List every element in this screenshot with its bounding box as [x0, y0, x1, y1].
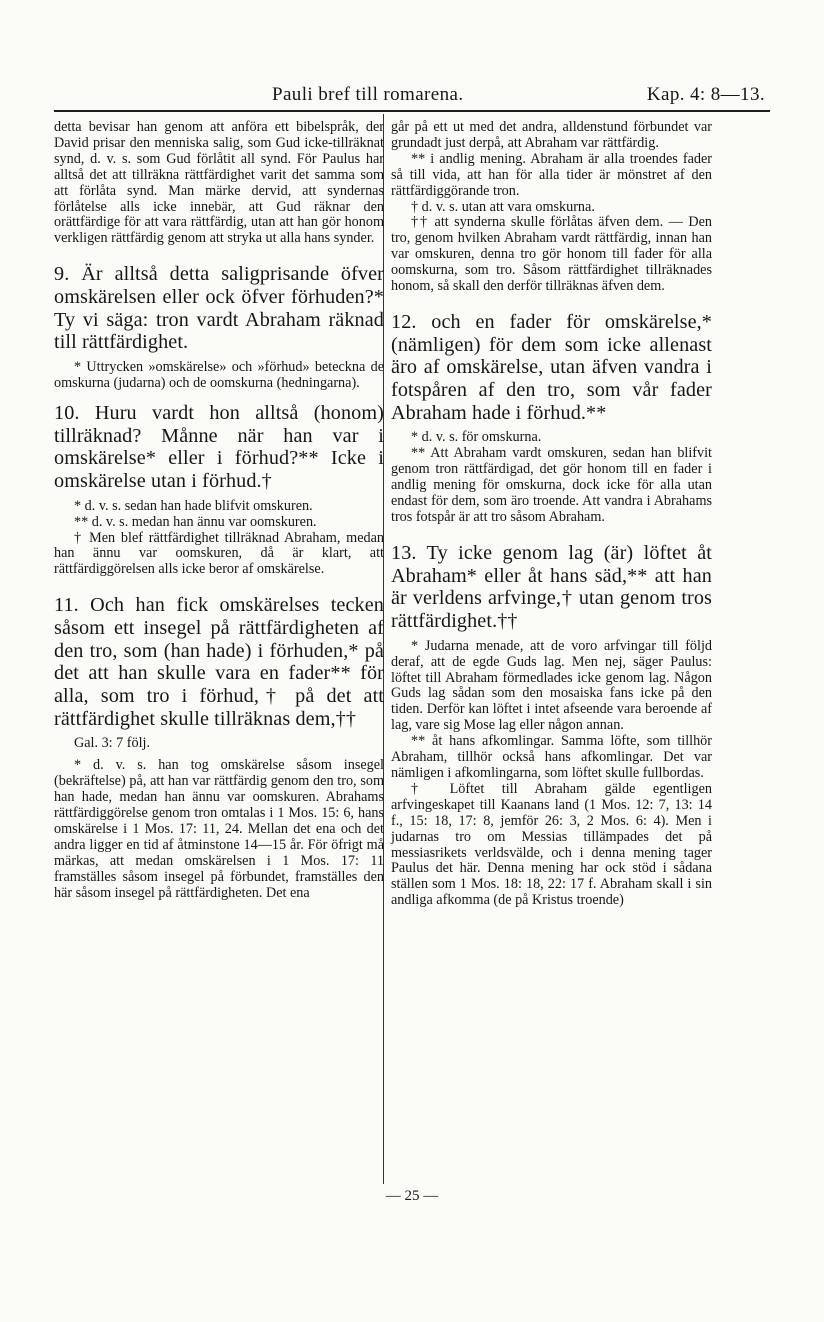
verse-10: 10. Huru vardt hon alltså (honom) tillräknad? Månne när han var i omskärelse* eller i förhud?** Icke i omskärelse utan i förhud.†: [54, 401, 384, 492]
header-title: Pauli bref till romarena.: [272, 84, 464, 105]
note-13-double-star: ** åt hans afkomlingar. Samma löfte, som tillhör Abraham, tillhör också hans afkomlingar. Det var nämligen i afkomlingarna, som löftet skulle fullbordas.: [391, 733, 712, 781]
verse-9: 9. Är alltså detta saligprisande öfver omskärelsen eller ock öfver förhuden?* Ty vi säga: tron vardt Abraham räknad till rättfärdighet.: [54, 263, 384, 354]
note-12-star: * d. v. s. för omskurna.: [411, 429, 542, 446]
note-10-double-star: ** d. v. s. medan han ännu var oomskuren.: [74, 513, 317, 530]
verse-11-cross-reference: Gal. 3: 7 följ.: [74, 735, 151, 752]
verse-11: 11. Och han fick omskärelses tecken såsom ett insegel på rättfärdigheten af den tro, som (han hade) i förhuden,* på det att han skulle vara en fader** för alla, som tro i förhud,† på det att rättfärdighet skulle tillräknas dem,††: [54, 594, 384, 730]
note-11-double-dagger: †† att synderna skulle förlåtas äfven dem. — Den tro, genom hvilken Abraham vardt rättfärdig, innan han var omskuren, denna tro gör honom till fader för alla oomskurna, som tro. Såsom rättfärdighet tillräknades honom, så skall den derför tillräknas äfven dem.: [391, 214, 712, 295]
continued-note: går på ett ut med det andra, alldenstund förbundet var grundadt just derpå, att Abraham var rättfärdig.: [391, 119, 712, 151]
header-chapter-ref: Kap. 4: 8—13.: [646, 84, 765, 105]
header-rule: [54, 110, 770, 112]
right-column: [391, 120, 712, 909]
verse-12: 12. och en fader för omskärelse,* (nämligen) för dem som icke allenast äro af omskärelse, utan äfven vandra i fotspåren af den tro, som vår fader Abraham hade i förhud.**: [391, 310, 712, 424]
left-column: [54, 120, 384, 902]
note-13-star: * Judarna menade, att de voro arfvingar till följd deraf, att de egde Guds lag. Men nej, säger Paulus: löftet till Abraham förmedlades icke genom lag. Någon Guds lag sådan som den mosaiska fans icke på den tiden. Derför kan löftet i intet afseende vara beroende af lag, vare sig Mose lag eller någon annan.: [391, 637, 712, 734]
note-11-double-star: ** i andlig mening. Abraham är alla troendes fader så till vida, att han för alla tider är mönstret af den rättfärdiggörande tron.: [391, 150, 712, 199]
running-header: [54, 80, 765, 108]
note-10-star: * d. v. s. sedan han hade blifvit omskuren.: [74, 497, 313, 514]
note-9-star: * Uttrycken »omskärelse» och »förhud» beteckna de omskurna (judarna) och de oomskurna (hedningarna).: [54, 359, 384, 391]
verse-13: 13. Ty icke genom lag (är) löftet åt Abraham* eller åt hans säd,** att han är verldens arfvinge,† utan genom tros rättfärdighet.††: [391, 541, 712, 633]
note-11-star: * d. v. s. han tog omskärelse såsom insegel (bekräftelse) på, att han var rättfärdig genom den tro, som han hade, medan han ännu var oomskuren. Abrahams rättfärdiggörelse genom tron omtalas i 1 Mos. 15: 6, hans omskärelse i 1 Mos. 17: 11, 24. Mellan det ena och det andra ligger en tid af åtminstone 14—15 år. För öfrigt må märkas, att medan omskärelsen i 1 Mos. 17: 11 framställes såsom insegel på förbundet, framställes den här såsom insegel på rättfärdigheten. Det ena: [54, 757, 384, 901]
page-number: — 25 —: [385, 1188, 439, 1204]
note-13-dagger: † Löftet till Abraham gälde egentligen arfvingeskapet till Kaanans land (1 Mos. 12: 7, 13: 14 f., 15: 18, 17: 8, jemför 26: 3, 2 Mos. 6: 4). Men i judarnas tro om Messias tillämpades det på messiasrikets verldsvälde, och i denna mening tager Paulus det här. Denna mening har ock stöd i sådana ställen som 1 Mos. 18: 18, 22: 17 f. Abraham skall i sin andliga afkomma (de på Kristus troende): [391, 780, 712, 909]
intro-note: detta bevisar han genom att anföra ett bibelspråk, der David prisar den menniska salig, som Gud icke-tillräknat synd, d. v. s. som Gud förlåtit all synd. För Paulus har alltså det att tillräkna rättfärdighet varit det samma som att förlåta synd. Man märke dervid, att syndernas förlåtelse alls icke innebär, att Gud räknar den orättfärdige för att vara rättfärdig, utan att han gör honom verkligen rättfärdig genom att stryka ut alla hans synder.: [54, 119, 384, 247]
note-10-dagger: † Men blef rättfärdighet tillräknad Abraham, medan han ännu var oomskuren, då är klart, att rättfärdiggörelsen alls icke beror af omskärelse.: [54, 529, 384, 578]
note-11-dagger: † d. v. s. utan att vara omskurna.: [411, 198, 595, 215]
note-12-double-star: ** Att Abraham vardt omskuren, sedan han blifvit genom tron rättfärdigad, det gör honom till en fader i andlig mening för omskurna, dock icke för alla utan endast för dem, som äro troende. Att vandra i Abrahams tros fotspår är att tro såsom Abraham.: [391, 445, 712, 526]
